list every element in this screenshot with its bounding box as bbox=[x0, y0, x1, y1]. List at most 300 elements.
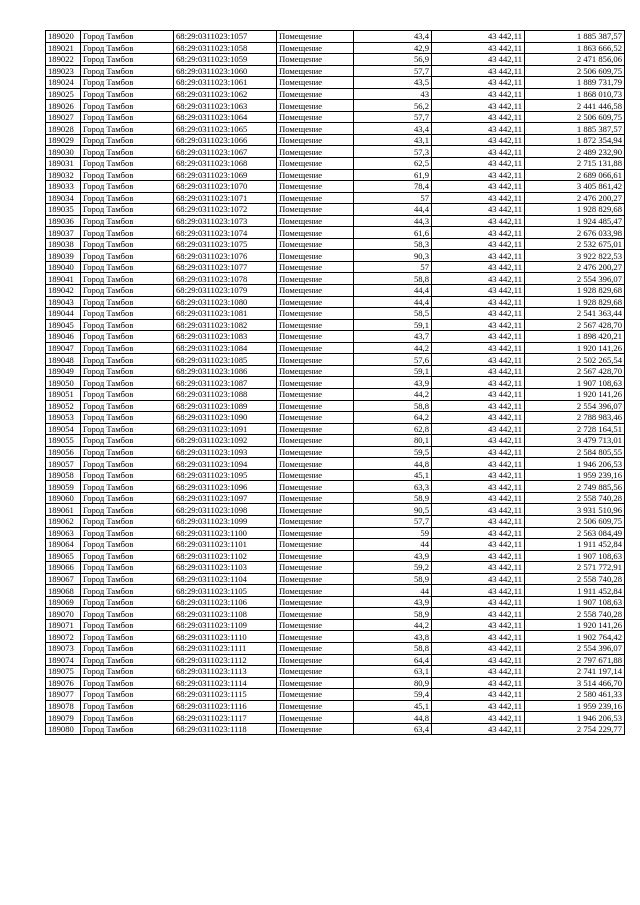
unit-value-cell: 43 442,11 bbox=[432, 88, 525, 100]
row-number-cell: 189040 bbox=[46, 261, 81, 273]
unit-value-cell: 43 442,11 bbox=[432, 77, 525, 89]
unit-value-cell: 43 442,11 bbox=[432, 342, 525, 354]
object-type-cell: Помещение bbox=[277, 689, 354, 701]
table-body bbox=[46, 31, 625, 735]
area-cell: 59,2 bbox=[354, 562, 432, 574]
unit-value-cell: 43 442,11 bbox=[432, 158, 525, 170]
unit-value-cell: 43 442,11 bbox=[432, 285, 525, 297]
table-row bbox=[46, 504, 625, 516]
unit-value-cell: 43 442,11 bbox=[432, 631, 525, 643]
area-cell: 59,1 bbox=[354, 319, 432, 331]
city-cell: Город Тамбов bbox=[81, 31, 174, 43]
cadastral-number-cell: 68:29:0311023:1073 bbox=[174, 215, 277, 227]
object-type-cell: Помещение bbox=[277, 469, 354, 481]
table-row bbox=[46, 331, 625, 343]
area-cell: 58,8 bbox=[354, 273, 432, 285]
city-cell: Город Тамбов bbox=[81, 562, 174, 574]
row-number-cell: 189049 bbox=[46, 365, 81, 377]
row-number-cell: 189030 bbox=[46, 146, 81, 158]
row-number-cell: 189055 bbox=[46, 435, 81, 447]
city-cell: Город Тамбов bbox=[81, 215, 174, 227]
city-cell: Город Тамбов bbox=[81, 377, 174, 389]
object-type-cell: Помещение bbox=[277, 550, 354, 562]
unit-value-cell: 43 442,11 bbox=[432, 666, 525, 678]
row-number-cell: 189026 bbox=[46, 100, 81, 112]
area-cell: 44,3 bbox=[354, 215, 432, 227]
cadastral-value-cell: 2 502 265,54 bbox=[525, 354, 625, 366]
unit-value-cell: 43 442,11 bbox=[432, 677, 525, 689]
unit-value-cell: 43 442,11 bbox=[432, 65, 525, 77]
cadastral-number-cell: 68:29:0311023:1110 bbox=[174, 631, 277, 643]
area-cell: 80,9 bbox=[354, 677, 432, 689]
unit-value-cell: 43 442,11 bbox=[432, 492, 525, 504]
cadastral-number-cell: 68:29:0311023:1098 bbox=[174, 504, 277, 516]
cadastral-number-cell: 68:29:0311023:1111 bbox=[174, 642, 277, 654]
area-cell: 57,7 bbox=[354, 65, 432, 77]
row-number-cell: 189032 bbox=[46, 169, 81, 181]
city-cell: Город Тамбов bbox=[81, 100, 174, 112]
city-cell: Город Тамбов bbox=[81, 296, 174, 308]
row-number-cell: 189078 bbox=[46, 700, 81, 712]
object-type-cell: Помещение bbox=[277, 562, 354, 574]
cadastral-value-cell: 2 441 446,58 bbox=[525, 100, 625, 112]
city-cell: Город Тамбов bbox=[81, 573, 174, 585]
city-cell: Город Тамбов bbox=[81, 273, 174, 285]
cadastral-value-cell: 1 911 452,84 bbox=[525, 539, 625, 551]
unit-value-cell: 43 442,11 bbox=[432, 238, 525, 250]
cadastral-value-cell: 1 907 108,63 bbox=[525, 596, 625, 608]
area-cell: 59,4 bbox=[354, 689, 432, 701]
area-cell: 43,7 bbox=[354, 331, 432, 343]
row-number-cell: 189035 bbox=[46, 204, 81, 216]
object-type-cell: Помещение bbox=[277, 169, 354, 181]
area-cell: 62,5 bbox=[354, 158, 432, 170]
row-number-cell: 189058 bbox=[46, 469, 81, 481]
cadastral-number-cell: 68:29:0311023:1076 bbox=[174, 250, 277, 262]
cadastral-value-cell: 1 907 108,63 bbox=[525, 377, 625, 389]
row-number-cell: 189056 bbox=[46, 446, 81, 458]
table-row bbox=[46, 677, 625, 689]
unit-value-cell: 43 442,11 bbox=[432, 527, 525, 539]
object-type-cell: Помещение bbox=[277, 308, 354, 320]
unit-value-cell: 43 442,11 bbox=[432, 42, 525, 54]
table-row bbox=[46, 308, 625, 320]
area-cell: 43 bbox=[354, 88, 432, 100]
city-cell: Город Тамбов bbox=[81, 54, 174, 66]
cadastral-number-cell: 68:29:0311023:1077 bbox=[174, 261, 277, 273]
area-cell: 63,1 bbox=[354, 666, 432, 678]
area-cell: 43,1 bbox=[354, 134, 432, 146]
object-type-cell: Помещение bbox=[277, 215, 354, 227]
unit-value-cell: 43 442,11 bbox=[432, 608, 525, 620]
area-cell: 58,8 bbox=[354, 400, 432, 412]
city-cell: Город Тамбов bbox=[81, 446, 174, 458]
cadastral-value-cell: 2 567 428,70 bbox=[525, 319, 625, 331]
cadastral-value-cell: 2 506 609,75 bbox=[525, 111, 625, 123]
cadastral-value-cell: 1 946 206,53 bbox=[525, 712, 625, 724]
cadastral-value-cell: 2 728 164,51 bbox=[525, 423, 625, 435]
cadastral-value-cell: 3 922 822,53 bbox=[525, 250, 625, 262]
city-cell: Город Тамбов bbox=[81, 204, 174, 216]
cadastral-number-cell: 68:29:0311023:1069 bbox=[174, 169, 277, 181]
area-cell: 57 bbox=[354, 261, 432, 273]
area-cell: 58,9 bbox=[354, 608, 432, 620]
city-cell: Город Тамбов bbox=[81, 550, 174, 562]
object-type-cell: Помещение bbox=[277, 77, 354, 89]
area-cell: 56,2 bbox=[354, 100, 432, 112]
cadastral-value-cell: 2 476 200,27 bbox=[525, 192, 625, 204]
cadastral-number-cell: 68:29:0311023:1112 bbox=[174, 654, 277, 666]
cadastral-number-cell: 68:29:0311023:1057 bbox=[174, 31, 277, 43]
cadastral-value-cell: 1 863 666,52 bbox=[525, 42, 625, 54]
city-cell: Город Тамбов bbox=[81, 111, 174, 123]
row-number-cell: 189073 bbox=[46, 642, 81, 654]
city-cell: Город Тамбов bbox=[81, 308, 174, 320]
object-type-cell: Помещение bbox=[277, 458, 354, 470]
city-cell: Город Тамбов bbox=[81, 227, 174, 239]
city-cell: Город Тамбов bbox=[81, 515, 174, 527]
city-cell: Город Тамбов bbox=[81, 42, 174, 54]
table-row bbox=[46, 123, 625, 135]
unit-value-cell: 43 442,11 bbox=[432, 412, 525, 424]
object-type-cell: Помещение bbox=[277, 400, 354, 412]
row-number-cell: 189080 bbox=[46, 723, 81, 735]
table-row bbox=[46, 365, 625, 377]
cadastral-value-cell: 1 911 452,84 bbox=[525, 585, 625, 597]
cadastral-value-cell: 2 506 609,75 bbox=[525, 515, 625, 527]
unit-value-cell: 43 442,11 bbox=[432, 319, 525, 331]
city-cell: Город Тамбов bbox=[81, 319, 174, 331]
object-type-cell: Помещение bbox=[277, 608, 354, 620]
cadastral-value-cell: 1 928 829,68 bbox=[525, 204, 625, 216]
area-cell: 62,8 bbox=[354, 423, 432, 435]
cadastral-value-cell: 2 797 671,88 bbox=[525, 654, 625, 666]
unit-value-cell: 43 442,11 bbox=[432, 562, 525, 574]
area-cell: 58,9 bbox=[354, 492, 432, 504]
table-row bbox=[46, 596, 625, 608]
cadastral-number-cell: 68:29:0311023:1083 bbox=[174, 331, 277, 343]
area-cell: 90,3 bbox=[354, 250, 432, 262]
row-number-cell: 189044 bbox=[46, 308, 81, 320]
object-type-cell: Помещение bbox=[277, 204, 354, 216]
table-row bbox=[46, 608, 625, 620]
city-cell: Город Тамбов bbox=[81, 146, 174, 158]
cadastral-value-cell: 1 868 010,73 bbox=[525, 88, 625, 100]
row-number-cell: 189021 bbox=[46, 42, 81, 54]
cadastral-value-cell: 2 567 428,70 bbox=[525, 365, 625, 377]
unit-value-cell: 43 442,11 bbox=[432, 619, 525, 631]
object-type-cell: Помещение bbox=[277, 146, 354, 158]
unit-value-cell: 43 442,11 bbox=[432, 654, 525, 666]
object-type-cell: Помещение bbox=[277, 31, 354, 43]
row-number-cell: 189060 bbox=[46, 492, 81, 504]
city-cell: Город Тамбов bbox=[81, 250, 174, 262]
object-type-cell: Помещение bbox=[277, 377, 354, 389]
object-type-cell: Помещение bbox=[277, 273, 354, 285]
city-cell: Город Тамбов bbox=[81, 596, 174, 608]
city-cell: Город Тамбов bbox=[81, 169, 174, 181]
cadastral-number-cell: 68:29:0311023:1118 bbox=[174, 723, 277, 735]
city-cell: Город Тамбов bbox=[81, 388, 174, 400]
row-number-cell: 189064 bbox=[46, 539, 81, 551]
cadastral-value-cell: 2 506 609,75 bbox=[525, 65, 625, 77]
object-type-cell: Помещение bbox=[277, 642, 354, 654]
row-number-cell: 189067 bbox=[46, 573, 81, 585]
row-number-cell: 189033 bbox=[46, 181, 81, 193]
object-type-cell: Помещение bbox=[277, 412, 354, 424]
area-cell: 58,3 bbox=[354, 238, 432, 250]
table-row bbox=[46, 354, 625, 366]
table-row bbox=[46, 285, 625, 297]
object-type-cell: Помещение bbox=[277, 181, 354, 193]
cadastral-value-cell: 1 920 141,26 bbox=[525, 342, 625, 354]
city-cell: Город Тамбов bbox=[81, 77, 174, 89]
object-type-cell: Помещение bbox=[277, 342, 354, 354]
city-cell: Город Тамбов bbox=[81, 285, 174, 297]
cadastral-number-cell: 68:29:0311023:1088 bbox=[174, 388, 277, 400]
area-cell: 78,4 bbox=[354, 181, 432, 193]
area-cell: 57,7 bbox=[354, 515, 432, 527]
unit-value-cell: 43 442,11 bbox=[432, 100, 525, 112]
object-type-cell: Помещение bbox=[277, 700, 354, 712]
city-cell: Город Тамбов bbox=[81, 158, 174, 170]
area-cell: 59 bbox=[354, 527, 432, 539]
cadastral-value-cell: 1 928 829,68 bbox=[525, 285, 625, 297]
city-cell: Город Тамбов bbox=[81, 123, 174, 135]
object-type-cell: Помещение bbox=[277, 285, 354, 297]
object-type-cell: Помещение bbox=[277, 250, 354, 262]
cadastral-number-cell: 68:29:0311023:1072 bbox=[174, 204, 277, 216]
row-number-cell: 189025 bbox=[46, 88, 81, 100]
row-number-cell: 189029 bbox=[46, 134, 81, 146]
area-cell: 57,3 bbox=[354, 146, 432, 158]
cadastral-value-cell: 1 872 354,94 bbox=[525, 134, 625, 146]
area-cell: 44 bbox=[354, 539, 432, 551]
object-type-cell: Помещение bbox=[277, 365, 354, 377]
row-number-cell: 189048 bbox=[46, 354, 81, 366]
table-row bbox=[46, 158, 625, 170]
object-type-cell: Помещение bbox=[277, 492, 354, 504]
unit-value-cell: 43 442,11 bbox=[432, 539, 525, 551]
table-row bbox=[46, 412, 625, 424]
cadastral-value-cell: 2 558 740,28 bbox=[525, 492, 625, 504]
cadastral-number-cell: 68:29:0311023:1108 bbox=[174, 608, 277, 620]
city-cell: Город Тамбов bbox=[81, 527, 174, 539]
unit-value-cell: 43 442,11 bbox=[432, 504, 525, 516]
unit-value-cell: 43 442,11 bbox=[432, 446, 525, 458]
table-row bbox=[46, 562, 625, 574]
row-number-cell: 189053 bbox=[46, 412, 81, 424]
cadastral-number-cell: 68:29:0311023:1079 bbox=[174, 285, 277, 297]
cadastral-number-cell: 68:29:0311023:1092 bbox=[174, 435, 277, 447]
cadastral-value-cell: 2 554 396,07 bbox=[525, 642, 625, 654]
area-cell: 44,2 bbox=[354, 619, 432, 631]
cadastral-number-cell: 68:29:0311023:1064 bbox=[174, 111, 277, 123]
cadastral-value-cell: 1 898 420,21 bbox=[525, 331, 625, 343]
cadastral-number-cell: 68:29:0311023:1089 bbox=[174, 400, 277, 412]
table-row bbox=[46, 88, 625, 100]
cadastral-number-cell: 68:29:0311023:1101 bbox=[174, 539, 277, 551]
unit-value-cell: 43 442,11 bbox=[432, 31, 525, 43]
cadastral-number-cell: 68:29:0311023:1117 bbox=[174, 712, 277, 724]
row-number-cell: 189075 bbox=[46, 666, 81, 678]
table-row bbox=[46, 689, 625, 701]
row-number-cell: 189037 bbox=[46, 227, 81, 239]
table-row bbox=[46, 261, 625, 273]
city-cell: Город Тамбов bbox=[81, 342, 174, 354]
table-row bbox=[46, 723, 625, 735]
row-number-cell: 189052 bbox=[46, 400, 81, 412]
area-cell: 43,4 bbox=[354, 31, 432, 43]
city-cell: Город Тамбов bbox=[81, 619, 174, 631]
area-cell: 43,9 bbox=[354, 596, 432, 608]
area-cell: 90,5 bbox=[354, 504, 432, 516]
object-type-cell: Помещение bbox=[277, 677, 354, 689]
city-cell: Город Тамбов bbox=[81, 677, 174, 689]
table-row bbox=[46, 181, 625, 193]
unit-value-cell: 43 442,11 bbox=[432, 54, 525, 66]
cadastral-number-cell: 68:29:0311023:1075 bbox=[174, 238, 277, 250]
object-type-cell: Помещение bbox=[277, 331, 354, 343]
row-number-cell: 189069 bbox=[46, 596, 81, 608]
unit-value-cell: 43 442,11 bbox=[432, 585, 525, 597]
cadastral-value-cell: 2 689 066,61 bbox=[525, 169, 625, 181]
city-cell: Город Тамбов bbox=[81, 331, 174, 343]
cadastral-value-cell: 2 676 033,98 bbox=[525, 227, 625, 239]
object-type-cell: Помещение bbox=[277, 596, 354, 608]
table-row bbox=[46, 712, 625, 724]
cadastral-value-cell: 3 479 713,01 bbox=[525, 435, 625, 447]
object-type-cell: Помещение bbox=[277, 446, 354, 458]
cadastral-value-cell: 2 476 200,27 bbox=[525, 261, 625, 273]
unit-value-cell: 43 442,11 bbox=[432, 573, 525, 585]
table-row bbox=[46, 238, 625, 250]
row-number-cell: 189027 bbox=[46, 111, 81, 123]
area-cell: 43,5 bbox=[354, 77, 432, 89]
cadastral-number-cell: 68:29:0311023:1102 bbox=[174, 550, 277, 562]
table-row bbox=[46, 515, 625, 527]
cadastral-number-cell: 68:29:0311023:1115 bbox=[174, 689, 277, 701]
row-number-cell: 189072 bbox=[46, 631, 81, 643]
cadastral-value-cell: 1 946 206,53 bbox=[525, 458, 625, 470]
cadastral-number-cell: 68:29:0311023:1067 bbox=[174, 146, 277, 158]
object-type-cell: Помещение bbox=[277, 515, 354, 527]
row-number-cell: 189034 bbox=[46, 192, 81, 204]
table-row bbox=[46, 111, 625, 123]
object-type-cell: Помещение bbox=[277, 539, 354, 551]
city-cell: Город Тамбов bbox=[81, 400, 174, 412]
cadastral-value-cell: 2 563 084,49 bbox=[525, 527, 625, 539]
cadastral-number-cell: 68:29:0311023:1062 bbox=[174, 88, 277, 100]
table-row bbox=[46, 666, 625, 678]
unit-value-cell: 43 442,11 bbox=[432, 181, 525, 193]
area-cell: 43,4 bbox=[354, 123, 432, 135]
city-cell: Город Тамбов bbox=[81, 435, 174, 447]
table-row bbox=[46, 169, 625, 181]
cadastral-number-cell: 68:29:0311023:1063 bbox=[174, 100, 277, 112]
row-number-cell: 189066 bbox=[46, 562, 81, 574]
object-type-cell: Помещение bbox=[277, 481, 354, 493]
cadastral-number-cell: 68:29:0311023:1068 bbox=[174, 158, 277, 170]
table-row bbox=[46, 446, 625, 458]
row-number-cell: 189076 bbox=[46, 677, 81, 689]
object-type-cell: Помещение bbox=[277, 666, 354, 678]
cadastral-number-cell: 68:29:0311023:1085 bbox=[174, 354, 277, 366]
object-type-cell: Помещение bbox=[277, 54, 354, 66]
row-number-cell: 189047 bbox=[46, 342, 81, 354]
table-row bbox=[46, 423, 625, 435]
unit-value-cell: 43 442,11 bbox=[432, 423, 525, 435]
cadastral-value-cell: 1 907 108,63 bbox=[525, 550, 625, 562]
city-cell: Город Тамбов bbox=[81, 181, 174, 193]
city-cell: Город Тамбов bbox=[81, 458, 174, 470]
unit-value-cell: 43 442,11 bbox=[432, 435, 525, 447]
cadastral-number-cell: 68:29:0311023:1084 bbox=[174, 342, 277, 354]
area-cell: 56,9 bbox=[354, 54, 432, 66]
row-number-cell: 189046 bbox=[46, 331, 81, 343]
unit-value-cell: 43 442,11 bbox=[432, 712, 525, 724]
city-cell: Город Тамбов bbox=[81, 261, 174, 273]
unit-value-cell: 43 442,11 bbox=[432, 215, 525, 227]
table-row bbox=[46, 539, 625, 551]
row-number-cell: 189063 bbox=[46, 527, 81, 539]
table-row bbox=[46, 54, 625, 66]
cadastral-value-cell: 1 885 387,57 bbox=[525, 31, 625, 43]
city-cell: Город Тамбов bbox=[81, 723, 174, 735]
row-number-cell: 189070 bbox=[46, 608, 81, 620]
cadastral-value-cell: 3 931 510,96 bbox=[525, 504, 625, 516]
row-number-cell: 189079 bbox=[46, 712, 81, 724]
cadastral-value-cell: 2 749 885,56 bbox=[525, 481, 625, 493]
cadastral-number-cell: 68:29:0311023:1080 bbox=[174, 296, 277, 308]
unit-value-cell: 43 442,11 bbox=[432, 146, 525, 158]
city-cell: Город Тамбов bbox=[81, 354, 174, 366]
unit-value-cell: 43 442,11 bbox=[432, 250, 525, 262]
cadastral-number-cell: 68:29:0311023:1094 bbox=[174, 458, 277, 470]
cadastral-value-cell: 2 571 772,91 bbox=[525, 562, 625, 574]
row-number-cell: 189051 bbox=[46, 388, 81, 400]
area-cell: 64,2 bbox=[354, 412, 432, 424]
cadastral-value-cell: 1 928 829,68 bbox=[525, 296, 625, 308]
unit-value-cell: 43 442,11 bbox=[432, 296, 525, 308]
cadastral-number-cell: 68:29:0311023:1059 bbox=[174, 54, 277, 66]
unit-value-cell: 43 442,11 bbox=[432, 642, 525, 654]
row-number-cell: 189036 bbox=[46, 215, 81, 227]
cadastral-value-cell: 2 741 197,14 bbox=[525, 666, 625, 678]
cadastral-number-cell: 68:29:0311023:1100 bbox=[174, 527, 277, 539]
area-cell: 63,4 bbox=[354, 723, 432, 735]
city-cell: Город Тамбов bbox=[81, 631, 174, 643]
area-cell: 61,9 bbox=[354, 169, 432, 181]
city-cell: Город Тамбов bbox=[81, 365, 174, 377]
city-cell: Город Тамбов bbox=[81, 608, 174, 620]
object-type-cell: Помещение bbox=[277, 238, 354, 250]
area-cell: 58,9 bbox=[354, 573, 432, 585]
area-cell: 45,1 bbox=[354, 700, 432, 712]
cadastral-number-cell: 68:29:0311023:1074 bbox=[174, 227, 277, 239]
cadastral-number-cell: 68:29:0311023:1065 bbox=[174, 123, 277, 135]
cadastral-number-cell: 68:29:0311023:1106 bbox=[174, 596, 277, 608]
cadastral-number-cell: 68:29:0311023:1116 bbox=[174, 700, 277, 712]
unit-value-cell: 43 442,11 bbox=[432, 123, 525, 135]
object-type-cell: Помещение bbox=[277, 423, 354, 435]
unit-value-cell: 43 442,11 bbox=[432, 273, 525, 285]
city-cell: Город Тамбов bbox=[81, 65, 174, 77]
unit-value-cell: 43 442,11 bbox=[432, 169, 525, 181]
unit-value-cell: 43 442,11 bbox=[432, 331, 525, 343]
unit-value-cell: 43 442,11 bbox=[432, 689, 525, 701]
cadastral-number-cell: 68:29:0311023:1087 bbox=[174, 377, 277, 389]
